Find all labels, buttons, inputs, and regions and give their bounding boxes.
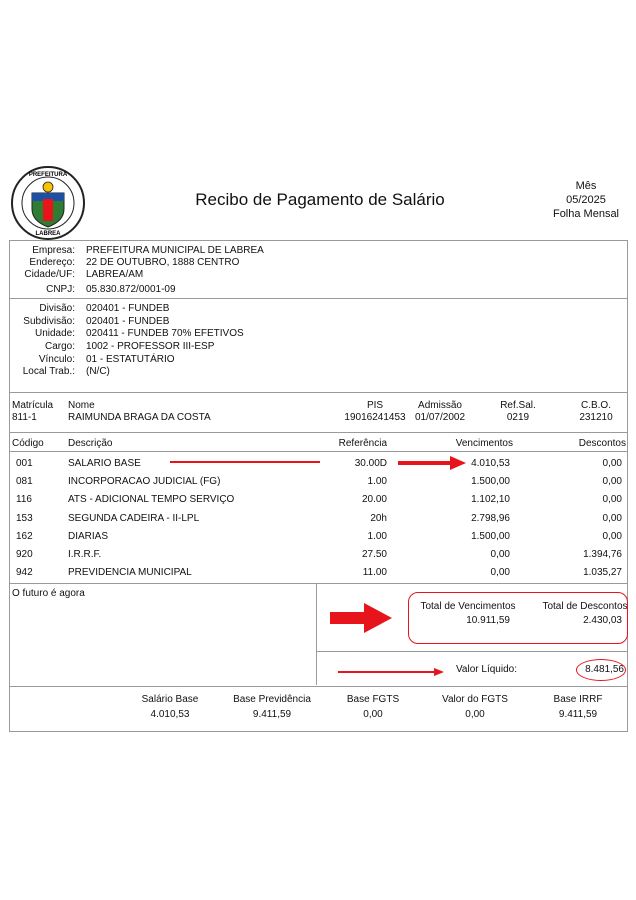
row-code: 942 bbox=[16, 567, 33, 578]
company-label: Empresa: bbox=[32, 245, 75, 256]
workplace-label: Local Trab.: bbox=[22, 366, 75, 377]
annotation-circle bbox=[576, 659, 626, 681]
row-earnings: 0,00 bbox=[490, 549, 510, 560]
base-fgts-label: Base FGTS bbox=[346, 694, 400, 705]
city-label: Cidade/UF: bbox=[24, 269, 75, 280]
annotation-highlight bbox=[408, 592, 628, 644]
cbo-value: 231210 bbox=[579, 412, 613, 423]
row-earnings: 4.010,53 bbox=[471, 458, 510, 469]
divider bbox=[316, 583, 317, 685]
position-value: 1002 - PROFESSOR III-ESP bbox=[86, 341, 215, 352]
row-deductions: 1.394,76 bbox=[583, 549, 622, 560]
total-earnings-label: Total de Vencimentos bbox=[420, 601, 516, 612]
row-description: SALARIO BASE bbox=[68, 458, 141, 469]
row-reference: 1.00 bbox=[367, 476, 387, 487]
row-code: 153 bbox=[16, 513, 33, 524]
row-description: SEGUNDA CADEIRA - II-LPL bbox=[68, 513, 200, 524]
subdivision-label: Subdivisão: bbox=[23, 316, 75, 327]
row-code: 920 bbox=[16, 549, 33, 560]
base-salary-value: 4.010,53 bbox=[150, 709, 190, 720]
row-code: 081 bbox=[16, 476, 33, 487]
base-pension-label: Base Previdência bbox=[233, 694, 311, 705]
bond-label: Vínculo: bbox=[38, 354, 75, 365]
base-irrf-label: Base IRRF bbox=[553, 694, 603, 705]
divider bbox=[9, 392, 628, 393]
earnings-column-header: Vencimentos bbox=[455, 438, 513, 449]
cbo-header: C.B.O. bbox=[580, 400, 611, 411]
total-deductions-label: Total de Descontos bbox=[542, 601, 628, 612]
salary-ref-header: Ref.Sal. bbox=[500, 400, 536, 411]
base-fgts-value: 0,00 bbox=[363, 709, 383, 720]
registration-header: Matrícula bbox=[12, 400, 54, 411]
row-description: PREVIDENCIA MUNICIPAL bbox=[68, 567, 192, 578]
employee-name: RAIMUNDA BRAGA DA COSTA bbox=[68, 412, 211, 423]
row-description: INCORPORACAO JUDICIAL (FG) bbox=[68, 476, 221, 487]
registration-value: 811-1 bbox=[12, 412, 37, 423]
address-value: 22 DE OUTUBRO, 1888 CENTRO bbox=[86, 257, 240, 268]
row-code: 001 bbox=[16, 458, 33, 469]
division-label: Divisão: bbox=[39, 303, 75, 314]
subdivision-value: 020401 - FUNDEB bbox=[86, 316, 170, 327]
net-pay-value: 8.481,56 bbox=[585, 664, 624, 675]
row-reference: 1.00 bbox=[367, 531, 387, 542]
total-deductions-value: 2.430,03 bbox=[583, 615, 622, 626]
row-description: ATS - ADICIONAL TEMPO SERVIÇO bbox=[68, 494, 235, 505]
row-deductions: 0,00 bbox=[602, 494, 622, 505]
divider bbox=[9, 298, 628, 299]
row-deductions: 0,00 bbox=[602, 513, 622, 524]
svg-text:LABREA: LABREA bbox=[35, 231, 61, 237]
fgts-value: 0,00 bbox=[465, 709, 485, 720]
address-label: Endereço: bbox=[29, 257, 75, 268]
svg-text:PREFEITURA: PREFEITURA bbox=[28, 172, 68, 178]
company-block bbox=[9, 242, 628, 298]
row-reference: 30.00D bbox=[354, 458, 387, 469]
row-reference: 20.00 bbox=[361, 494, 387, 505]
row-earnings: 1.500,00 bbox=[471, 476, 510, 487]
divider bbox=[9, 583, 628, 584]
row-deductions: 0,00 bbox=[602, 458, 622, 469]
net-pay-label: Valor Líquido: bbox=[456, 664, 517, 675]
divider bbox=[9, 432, 628, 433]
row-earnings: 1.500,00 bbox=[471, 531, 510, 542]
city-value: LABREA/AM bbox=[86, 269, 144, 280]
row-description: I.R.R.F. bbox=[68, 549, 102, 560]
admission-header: Admissão bbox=[418, 400, 462, 411]
divider bbox=[9, 686, 628, 687]
deductions-column-header: Descontos bbox=[578, 438, 626, 449]
position-label: Cargo: bbox=[44, 341, 75, 352]
row-reference: 11.00 bbox=[362, 567, 387, 578]
base-pension-value: 9.411,59 bbox=[252, 709, 292, 720]
row-earnings: 2.798,96 bbox=[471, 513, 510, 524]
annotation-arrow-icon bbox=[330, 603, 392, 633]
unit-value: 020411 - FUNDEB 70% EFETIVOS bbox=[86, 328, 244, 339]
company-name: PREFEITURA MUNICIPAL DE LABREA bbox=[86, 245, 264, 256]
assignment-block bbox=[9, 300, 628, 392]
admission-value: 01/07/2002 bbox=[414, 412, 466, 423]
workplace-value: (N/C) bbox=[86, 366, 110, 377]
base-irrf-value: 9.411,59 bbox=[558, 709, 598, 720]
description-column-header: Descrição bbox=[68, 438, 113, 449]
municipal-seal-logo bbox=[10, 165, 86, 241]
row-code: 116 bbox=[16, 494, 32, 505]
annotation-arrow-icon bbox=[338, 668, 444, 676]
row-earnings: 1.102,10 bbox=[471, 494, 510, 505]
pis-value: 19016241453 bbox=[344, 412, 406, 423]
name-header: Nome bbox=[68, 400, 95, 411]
divider bbox=[316, 651, 628, 652]
base-salary-label: Salário Base bbox=[141, 694, 199, 705]
bond-value: 01 - ESTATUTÁRIO bbox=[86, 354, 175, 365]
unit-label: Unidade: bbox=[34, 328, 75, 339]
fgts-value-label: Valor do FGTS bbox=[442, 694, 508, 705]
message-text: O futuro é agora bbox=[12, 588, 85, 599]
month-value: 05/2025 bbox=[566, 194, 606, 206]
receipt-title: Recibo de Pagamento de Salário bbox=[195, 190, 445, 209]
divider bbox=[9, 451, 628, 452]
cnpj-label: CNPJ: bbox=[46, 284, 75, 295]
payroll-type: Folha Mensal bbox=[552, 208, 620, 220]
row-earnings: 0,00 bbox=[490, 567, 510, 578]
row-reference: 20h bbox=[370, 513, 387, 524]
annotation-arrow-icon bbox=[398, 456, 466, 470]
cnpj-value: 05.830.872/0001-09 bbox=[86, 284, 176, 295]
row-description: DIARIAS bbox=[68, 531, 109, 542]
row-code: 162 bbox=[16, 531, 33, 542]
row-deductions: 0,00 bbox=[602, 531, 622, 542]
row-deductions: 0,00 bbox=[602, 476, 622, 487]
salary-ref-value: 0219 bbox=[506, 412, 530, 423]
month-label: Mês bbox=[575, 180, 597, 192]
reference-column-header: Referência bbox=[338, 438, 387, 449]
row-deductions: 1.035,27 bbox=[583, 567, 622, 578]
row-reference: 27.50 bbox=[361, 549, 387, 560]
total-earnings-value: 10.911,59 bbox=[466, 615, 510, 626]
division-value: 020401 - FUNDEB bbox=[86, 303, 170, 314]
annotation-line bbox=[170, 461, 320, 463]
code-column-header: Código bbox=[12, 438, 44, 449]
pis-header: PIS bbox=[366, 400, 384, 411]
